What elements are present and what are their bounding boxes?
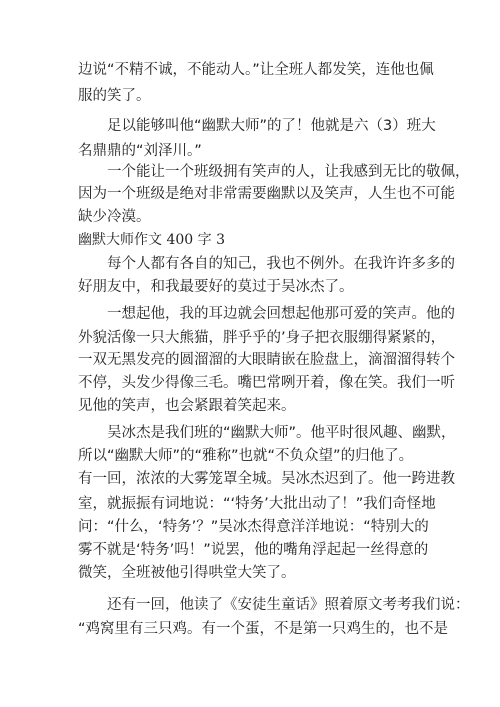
text-line: 见他的笑声，也会紧跟着笑起来。 [78,398,296,414]
text-line: 还有一回，他读了《安徒生童话》照着原文考考我们说： [107,597,470,613]
text-line: 雾不就是‘特务’吗！”说罢，他的嘴角浮起起一丝得意的 [78,542,429,558]
text-line: 缺少冷漠。 [78,209,151,225]
text-line: 边说“不精不诚，不能动人。”让全班人都发笑，连他也佩 [78,62,434,78]
text-line: 不停，头发少得像三毛。嘴巴常咧开着，像在笑。我们一听 [78,375,455,391]
text-line: 所以“幽默大师”的“雅称”也就“不负众望”的归他了。 [78,448,414,464]
text-line: 足以能够叫他“幽默大师”的了！他就是六（3）班大 [107,118,436,134]
text-line: “鸡窝里有三只鸡。有一个蛋，不是第一只鸡生的，也不是 [78,621,449,637]
text-line: 因为一个班级是绝对非常需要幽默以及笑声，人生也不可能 [78,186,455,202]
text-line: 服的笑了。 [78,88,151,104]
text-line: 每个人都有各自的知己，我也不例外。在我许许多多的 [107,256,455,272]
text-line: 名鼎鼎的“刘泽川。” [78,143,202,159]
text-line: 有一回，浓浓的大雾笼罩全城。吴冰杰迟到了。他一跨进教 [78,471,455,487]
text-line: 一想起他，我的耳边就会回想起他那可爱的笑声。他的 [107,306,455,322]
text-line: 一个能让一个班级拥有笑声的人，让我感到无比的敬佩， [107,164,470,180]
text-line: 一双无黑发亮的圆溜溜的大眼睛嵌在脸盘上，滴溜溜得转个 [78,352,455,368]
text-line: 微笑，全班被他引得哄堂大笑了。 [78,565,296,581]
text-line: 好朋友中，和我最要好的莫过于吴冰杰了。 [78,279,354,295]
section-heading: 幽默大师作文 400 字 3 [78,232,225,248]
text-line: 吴冰杰是我们班的“幽默大师”。他平时很风趣、幽默， [107,425,456,441]
text-line: 室，就振振有词地说：“‘特务’大批出动了！”我们奇怪地 [78,496,436,512]
text-line: 问：“什么，‘特务’？”吴冰杰得意洋洋地说：“特别大的 [78,519,429,535]
text-line: 外貌活像一只大熊猫，胖乎乎的’身子把衣服绷得紧紧的， [78,330,446,346]
